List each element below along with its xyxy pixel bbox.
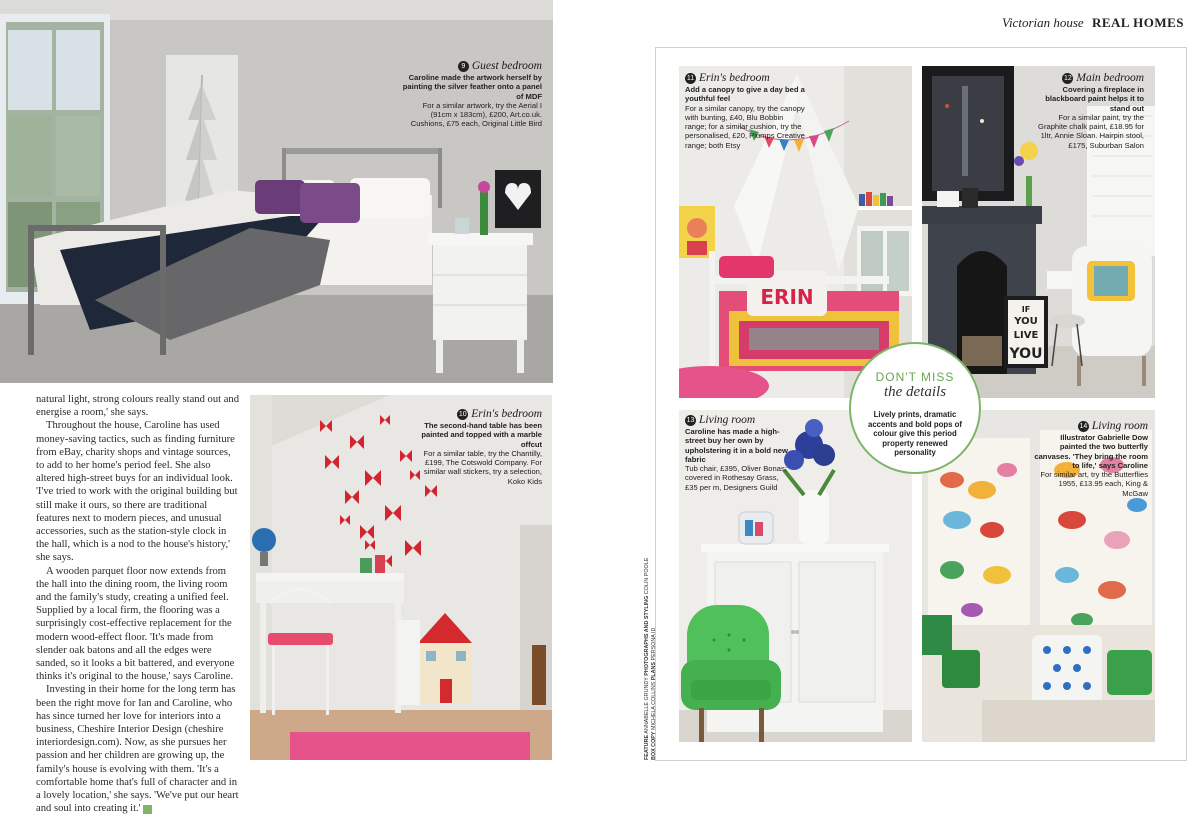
caption-number-badge: 14 xyxy=(1079,423,1088,430)
dont-miss-heading: DON'T MISS xyxy=(875,370,955,384)
caption-erins-bedroom-canopy xyxy=(685,72,805,150)
caption-lead: Illustrator Gabrielle Dow painted the two butterfly canvases. 'They bring the room to life,' says Caroline xyxy=(1034,433,1148,470)
paragraph: natural light, strong colours really stand out and energise a room,' she says. xyxy=(36,394,240,419)
photo-credits xyxy=(644,540,657,760)
caption-details: For a similar canopy, try the canopy with bunting, £40, Blu Bobbin range; for a similar cushion, try the personalised, £20, Plumps Creative range; both Etsy xyxy=(685,103,805,150)
paragraph xyxy=(36,683,241,815)
caption-heading: Erin's bedroom xyxy=(699,72,770,84)
article-body xyxy=(36,393,241,816)
dont-miss-badge xyxy=(849,342,981,474)
dont-miss-subheading: the details xyxy=(883,384,947,400)
section-name: Victorian house xyxy=(1001,15,1084,30)
cushion-lettering: ERIN xyxy=(760,285,814,309)
caption-number-badge: 11 xyxy=(686,75,695,82)
caption-number-badge: 9 xyxy=(458,61,469,72)
dont-miss-text: Lively prints, dramatic accents and bold pops of colour give this period property renewed personality xyxy=(867,410,962,458)
caption-lead: Caroline has made a high-street buy her own by upholstering it in a bold new fabric xyxy=(685,427,788,464)
caption-number-badge: 13 xyxy=(686,417,695,424)
caption-title xyxy=(685,414,793,427)
page-header xyxy=(1002,15,1184,31)
caption-title xyxy=(1032,420,1148,433)
caption-number-badge: 12 xyxy=(1063,75,1072,82)
caption-heading: Living room xyxy=(1091,420,1148,432)
end-mark-icon: RH xyxy=(143,805,152,814)
caption-living-room-butterflies xyxy=(1032,420,1148,498)
poster-line: YOU xyxy=(1014,316,1038,327)
caption-details: For similar art, try the Butterflies 1955, £13.95 each, King & McGaw xyxy=(1040,470,1148,498)
caption-title xyxy=(406,408,542,421)
credits-line: FEATURE ANNABELLE GRUNDY PHOTOGRAPHS AND STYLING COLIN POOLE xyxy=(644,557,650,760)
caption-title xyxy=(1030,72,1144,85)
photo-guest-bedroom xyxy=(0,0,553,383)
caption-living-room-chair xyxy=(685,414,793,492)
caption-details: For a similar artwork, try the Aerial I (91cm x 183cm), £200, Art.co.uk. Cushions, £75 each, Original Little Bird xyxy=(410,100,542,129)
poster-line: LIVE xyxy=(1013,330,1039,341)
caption-erins-bedroom-desk xyxy=(406,408,542,486)
caption-heading: Living room xyxy=(699,414,756,426)
caption-details: For a similar paint, try the Graphite chalk paint, £18.95 for 1ltr, Annie Sloan. Hairpin stool, £175, Suburban Salon xyxy=(1038,112,1144,150)
poster-line: IF xyxy=(1021,305,1031,314)
caption-title xyxy=(685,72,805,85)
caption-heading: Guest bedroom xyxy=(471,60,542,72)
caption-guest-bedroom xyxy=(400,60,542,129)
magazine-name: REAL HOMES xyxy=(1091,15,1184,30)
caption-lead: The second-hand table has been painted and topped with a marble offcut xyxy=(421,421,542,449)
paragraph: Throughout the house, Caroline has used money-saving tactics, such as finding furniture from eBay, charity shops and vintage sources, to add to her home's period feel. She also altered high-street buys for an individual look. 'I've tried to work with the original building but still make it ours, so there are traditional features next to modern pieces, and unusual accessories, such as the station-style clock in the hall, which is a nod to the house's history,' she says. xyxy=(36,420,238,564)
caption-title xyxy=(400,60,542,73)
paragraph: A wooden parquet floor now extends from the hall into the dining room, the living room and the family's study, creating a unified feel. Supplied by a local firm, the flooring was a surprisingly cost-effective replacement for the modern wood-effect floor. 'It's made from slender oak batons and all the edges were sanded, so it looks a bit battered, and everyone thinks it's original to the house,' says Caroline. xyxy=(36,565,235,683)
caption-details: For a similar table, try the Chantilly, £199, The Cotswold Company. For similar wall stickers, try a selection, Koko Kids xyxy=(423,448,542,486)
caption-main-bedroom xyxy=(1030,72,1144,150)
poster-line: YOU xyxy=(1009,346,1043,362)
credits-line: BOX COPY MICHELA COLLINS PLANS PERSONA ID xyxy=(650,627,657,760)
caption-lead: Add a canopy to give a day bed a youthful feel xyxy=(685,85,805,104)
caption-details: Tub chair, £395, Oliver Bonas; covered in Rothesay Grass, £35 per m, Designers Guild xyxy=(685,464,787,492)
caption-lead: Covering a fireplace in blackboard paint helps it to stand out xyxy=(1045,85,1144,113)
caption-heading: Main bedroom xyxy=(1076,72,1144,84)
caption-lead: Caroline made the artwork herself by painting the silver feather onto a panel of MDF xyxy=(402,73,542,101)
caption-heading: Erin's bedroom xyxy=(471,408,542,420)
paragraph-text: Investing in their home for the long term has been the right move for Ian and Caroline, who has since turned her love for interiors into a business, Cheshire Interior Design (cheshire interiordesign.com). Now, as she pursues her passion and her children are growing up, the family's house is evolving with them. 'It's a comfortable home that's full of character and in a lovely location,' she says. 'We've put our heart and soul into creating it.' xyxy=(36,684,239,815)
caption-number-badge: 10 xyxy=(458,411,467,418)
